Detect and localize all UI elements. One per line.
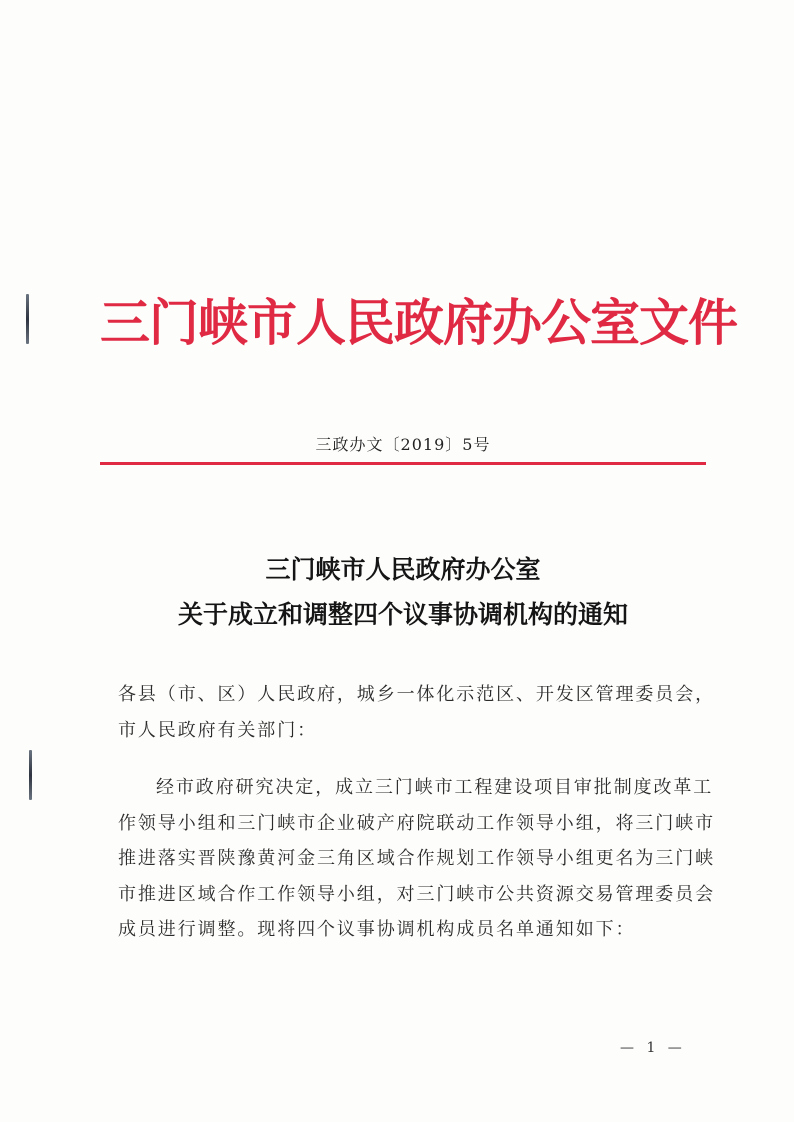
binding-mark: [29, 750, 32, 800]
body-paragraph: 经市政府研究决定，成立三门峡市工程建设项目审批制度改革工作领导小组和三门峡市企业破产府院联动工作领导小组，将三门峡市推进落实晋陕豫黄河金三角区域合作规划工作领导小组更名为三门峡市推进区域合作工作领导小组，对三门峡市公共资源交易管理委员会成员进行调整。现将四个议事协调机构成员名单通知如下：: [118, 777, 715, 940]
issuer-red-header: 三门峡市人民政府办公室文件: [100, 293, 737, 352]
salutation: 各县（市、区）人民政府，城乡一体化示范区、开发区管理委员会，市人民政府有关部门：: [118, 684, 715, 741]
document-title-line-1: 三门峡市人民政府办公室: [265, 555, 541, 584]
binding-mark: [26, 294, 29, 344]
document-number: 三政办文〔2019〕5号: [315, 435, 491, 454]
page-number: — 1 —: [620, 1040, 686, 1056]
red-separator-line: [100, 462, 706, 465]
document-title-line-2: 关于成立和调整四个议事协调机构的通知: [177, 600, 628, 629]
